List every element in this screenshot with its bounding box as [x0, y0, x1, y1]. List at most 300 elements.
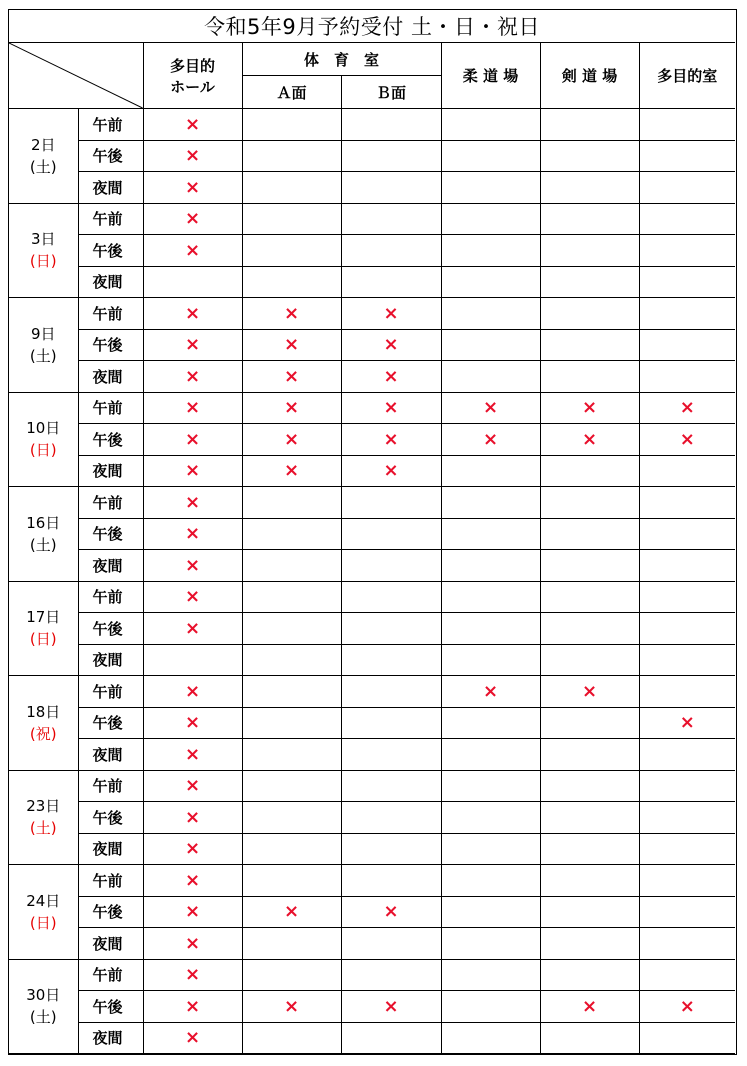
- time-slot-label: 夜間: [78, 644, 143, 676]
- table-row: [9, 676, 735, 708]
- cell-hall: [143, 991, 242, 1023]
- cell-gym-b: [341, 329, 441, 361]
- cell-hall: [143, 203, 242, 235]
- booked-mark: ×: [184, 806, 201, 828]
- cell-gym-a: [242, 109, 341, 141]
- day-of-week-label: (土): [29, 819, 57, 838]
- booked-mark: ×: [679, 397, 695, 419]
- booked-mark: ×: [184, 617, 201, 639]
- cell-multipurpose-room: [639, 896, 735, 928]
- date-label: 18日: [26, 702, 61, 721]
- cell-judo: [441, 770, 540, 802]
- date-cell: [9, 581, 78, 676]
- header-judo: 柔 道 場: [441, 43, 540, 109]
- cell-judo: [441, 581, 540, 613]
- cell-gym-a: [242, 581, 341, 613]
- cell-gym-a: [242, 140, 341, 172]
- cell-hall: [143, 896, 242, 928]
- booked-mark: ×: [679, 712, 695, 734]
- cell-hall: [143, 109, 242, 141]
- booked-mark: ×: [581, 428, 598, 450]
- header-hall-line1: 多目的: [169, 56, 215, 75]
- date-label: 9日: [30, 324, 56, 343]
- cell-hall: [143, 802, 242, 834]
- cell-hall: [143, 455, 242, 487]
- booked-mark: ×: [283, 428, 300, 450]
- booked-mark: ×: [581, 397, 598, 419]
- time-slot-label: 午後: [78, 235, 143, 267]
- booked-mark: ×: [581, 680, 598, 702]
- cell-hall: [143, 329, 242, 361]
- date-label: 23日: [26, 797, 61, 816]
- cell-hall: [143, 361, 242, 393]
- booked-mark: ×: [184, 586, 201, 608]
- cell-hall: [143, 644, 242, 676]
- cell-multipurpose-room: [639, 802, 735, 834]
- time-slot-label: 午後: [78, 613, 143, 645]
- cell-gym-b: [341, 613, 441, 645]
- time-slot-label: 午後: [78, 707, 143, 739]
- cell-gym-a: [242, 802, 341, 834]
- booked-mark: ×: [482, 397, 499, 419]
- cell-gym-a: [242, 991, 341, 1023]
- corner-diagonal-cell: [9, 43, 143, 109]
- cell-kendo: [540, 298, 639, 330]
- time-slot-label: 夜間: [78, 928, 143, 960]
- table-row: [9, 455, 735, 487]
- date-cell: [9, 203, 78, 298]
- booked-mark: ×: [184, 775, 201, 797]
- cell-judo: [441, 739, 540, 771]
- time-slot-label: 午前: [78, 203, 143, 235]
- date-cell: [9, 865, 78, 960]
- day-of-week-label: (土): [29, 157, 57, 176]
- date-label: 3日: [30, 230, 56, 249]
- cell-gym-b: [341, 676, 441, 708]
- table-row: [9, 266, 735, 298]
- booked-mark: ×: [184, 428, 201, 450]
- table-row: [9, 833, 735, 865]
- date-cell: [9, 770, 78, 865]
- cell-kendo: [540, 329, 639, 361]
- booked-mark: ×: [383, 365, 399, 387]
- cell-gym-b: [341, 455, 441, 487]
- cell-kendo: [540, 865, 639, 897]
- cell-gym-b: [341, 518, 441, 550]
- table-row: [9, 613, 735, 645]
- booked-mark: ×: [383, 302, 399, 324]
- cell-gym-a: [242, 707, 341, 739]
- day-of-week-label: (日): [29, 441, 57, 460]
- booked-mark: ×: [184, 995, 201, 1017]
- table-row: [9, 203, 735, 235]
- cell-kendo: [540, 613, 639, 645]
- table-row: [9, 991, 735, 1023]
- cell-gym-a: [242, 928, 341, 960]
- cell-hall: [143, 833, 242, 865]
- booked-mark: ×: [383, 334, 399, 356]
- cell-gym-b: [341, 1022, 441, 1054]
- date-cell: [9, 487, 78, 582]
- cell-kendo: [540, 896, 639, 928]
- cell-multipurpose-room: [639, 235, 735, 267]
- cell-gym-a: [242, 487, 341, 519]
- reservation-body: [9, 109, 735, 1054]
- cell-multipurpose-room: [639, 613, 735, 645]
- cell-gym-a: [242, 329, 341, 361]
- cell-gym-b: [341, 392, 441, 424]
- cell-judo: [441, 266, 540, 298]
- cell-gym-b: [341, 802, 441, 834]
- time-slot-label: 夜間: [78, 455, 143, 487]
- booked-mark: ×: [184, 523, 201, 545]
- booked-mark: ×: [184, 554, 201, 576]
- cell-judo: [441, 865, 540, 897]
- table-row: [9, 707, 735, 739]
- table-row: [9, 361, 735, 393]
- cell-judo: [441, 550, 540, 582]
- cell-kendo: [540, 959, 639, 991]
- booked-mark: ×: [184, 743, 201, 765]
- cell-gym-b: [341, 298, 441, 330]
- cell-judo: [441, 676, 540, 708]
- cell-multipurpose-room: [639, 865, 735, 897]
- cell-gym-b: [341, 550, 441, 582]
- cell-kendo: [540, 455, 639, 487]
- table-row: [9, 109, 735, 141]
- header-gym-a: Ａ面: [242, 76, 341, 109]
- date-cell: [9, 959, 78, 1054]
- time-slot-label: 午前: [78, 676, 143, 708]
- cell-multipurpose-room: [639, 424, 735, 456]
- date-cell: [9, 392, 78, 487]
- table-row: [9, 487, 735, 519]
- booked-mark: ×: [383, 901, 399, 923]
- booked-mark: ×: [184, 680, 201, 702]
- cell-gym-b: [341, 172, 441, 204]
- cell-gym-a: [242, 1022, 341, 1054]
- time-slot-label: 夜間: [78, 550, 143, 582]
- booked-mark: ×: [184, 1027, 201, 1049]
- table-row: [9, 896, 735, 928]
- table-row: [9, 140, 735, 172]
- booked-mark: ×: [184, 964, 201, 986]
- cell-kendo: [540, 1022, 639, 1054]
- cell-judo: [441, 487, 540, 519]
- cell-judo: [441, 991, 540, 1023]
- cell-gym-a: [242, 455, 341, 487]
- date-label: 10日: [26, 419, 61, 438]
- table-row: [9, 770, 735, 802]
- cell-kendo: [540, 676, 639, 708]
- cell-multipurpose-room: [639, 361, 735, 393]
- header-multipurpose-room: 多目的室: [639, 43, 735, 109]
- cell-judo: [441, 392, 540, 424]
- cell-multipurpose-room: [639, 707, 735, 739]
- time-slot-label: 午前: [78, 392, 143, 424]
- cell-multipurpose-room: [639, 770, 735, 802]
- cell-gym-b: [341, 235, 441, 267]
- cell-judo: [441, 896, 540, 928]
- time-slot-label: 午後: [78, 424, 143, 456]
- cell-gym-b: [341, 266, 441, 298]
- cell-hall: [143, 865, 242, 897]
- cell-multipurpose-room: [639, 644, 735, 676]
- cell-judo: [441, 424, 540, 456]
- cell-judo: [441, 235, 540, 267]
- table-row: [9, 424, 735, 456]
- cell-gym-a: [242, 172, 341, 204]
- booked-mark: ×: [679, 995, 695, 1017]
- time-slot-label: 午前: [78, 487, 143, 519]
- cell-multipurpose-room: [639, 109, 735, 141]
- date-label: 2日: [30, 135, 56, 154]
- cell-gym-a: [242, 424, 341, 456]
- cell-kendo: [540, 109, 639, 141]
- cell-gym-a: [242, 865, 341, 897]
- day-of-week-label: (土): [29, 535, 57, 554]
- time-slot-label: 午前: [78, 865, 143, 897]
- table-row: [9, 329, 735, 361]
- booked-mark: ×: [184, 176, 201, 198]
- cell-gym-b: [341, 707, 441, 739]
- cell-kendo: [540, 991, 639, 1023]
- cell-hall: [143, 770, 242, 802]
- cell-hall: [143, 392, 242, 424]
- cell-multipurpose-room: [639, 172, 735, 204]
- cell-gym-a: [242, 613, 341, 645]
- cell-gym-b: [341, 991, 441, 1023]
- table-row: [9, 550, 735, 582]
- time-slot-label: 午後: [78, 140, 143, 172]
- cell-hall: [143, 550, 242, 582]
- booked-mark: ×: [184, 491, 201, 513]
- cell-gym-a: [242, 518, 341, 550]
- cell-kendo: [540, 707, 639, 739]
- cell-gym-b: [341, 424, 441, 456]
- cell-hall: [143, 235, 242, 267]
- cell-gym-a: [242, 298, 341, 330]
- cell-multipurpose-room: [639, 833, 735, 865]
- time-slot-label: 夜間: [78, 266, 143, 298]
- cell-multipurpose-room: [639, 203, 735, 235]
- date-cell: [9, 298, 78, 393]
- booked-mark: ×: [283, 460, 300, 482]
- cell-gym-b: [341, 203, 441, 235]
- cell-judo: [441, 644, 540, 676]
- cell-gym-b: [341, 928, 441, 960]
- cell-hall: [143, 581, 242, 613]
- cell-gym-b: [341, 361, 441, 393]
- reservation-table: [9, 10, 735, 1054]
- booked-mark: ×: [383, 995, 399, 1017]
- cell-hall: [143, 959, 242, 991]
- cell-multipurpose-room: [639, 266, 735, 298]
- cell-gym-a: [242, 739, 341, 771]
- cell-hall: [143, 928, 242, 960]
- cell-multipurpose-room: [639, 392, 735, 424]
- day-of-week-label: (日): [29, 252, 57, 271]
- table-row: [9, 235, 735, 267]
- time-slot-label: 午前: [78, 298, 143, 330]
- cell-multipurpose-room: [639, 140, 735, 172]
- table-row: [9, 1022, 735, 1054]
- booked-mark: ×: [184, 113, 201, 135]
- table-row: [9, 959, 735, 991]
- booked-mark: ×: [283, 995, 300, 1017]
- cell-multipurpose-room: [639, 1022, 735, 1054]
- cell-gym-a: [242, 770, 341, 802]
- cell-kendo: [540, 518, 639, 550]
- cell-kendo: [540, 424, 639, 456]
- cell-hall: [143, 676, 242, 708]
- day-of-week-label: (日): [29, 630, 57, 649]
- booked-mark: ×: [482, 680, 499, 702]
- time-slot-label: 午後: [78, 518, 143, 550]
- cell-kendo: [540, 739, 639, 771]
- table-row: [9, 928, 735, 960]
- cell-gym-a: [242, 676, 341, 708]
- table-row: [9, 392, 735, 424]
- booked-mark: ×: [184, 302, 201, 324]
- booked-mark: ×: [283, 901, 300, 923]
- day-of-week-label: (土): [29, 346, 57, 365]
- date-label: 17日: [26, 608, 61, 627]
- booked-mark: ×: [184, 365, 201, 387]
- date-cell: [9, 109, 78, 204]
- booked-mark: ×: [581, 995, 598, 1017]
- time-slot-label: 午前: [78, 770, 143, 802]
- cell-gym-a: [242, 266, 341, 298]
- cell-judo: [441, 518, 540, 550]
- cell-kendo: [540, 928, 639, 960]
- cell-judo: [441, 928, 540, 960]
- page-title: 令和5年9月予約受付 土・日・祝日: [9, 10, 735, 43]
- cell-judo: [441, 172, 540, 204]
- cell-gym-b: [341, 865, 441, 897]
- cell-hall: [143, 613, 242, 645]
- cell-gym-b: [341, 109, 441, 141]
- cell-multipurpose-room: [639, 581, 735, 613]
- table-row: [9, 518, 735, 550]
- cell-kendo: [540, 140, 639, 172]
- reservation-table-frame: [8, 9, 737, 1055]
- cell-hall: [143, 518, 242, 550]
- cell-kendo: [540, 802, 639, 834]
- booked-mark: ×: [184, 334, 201, 356]
- cell-hall: [143, 487, 242, 519]
- table-row: [9, 172, 735, 204]
- header-gym-b: Ｂ面: [341, 76, 441, 109]
- table-row: [9, 644, 735, 676]
- booked-mark: ×: [283, 365, 300, 387]
- cell-judo: [441, 140, 540, 172]
- cell-hall: [143, 172, 242, 204]
- cell-hall: [143, 424, 242, 456]
- cell-gym-a: [242, 550, 341, 582]
- cell-multipurpose-room: [639, 298, 735, 330]
- cell-kendo: [540, 172, 639, 204]
- cell-multipurpose-room: [639, 991, 735, 1023]
- booked-mark: ×: [184, 869, 201, 891]
- date-cell: [9, 676, 78, 771]
- cell-judo: [441, 361, 540, 393]
- cell-gym-b: [341, 644, 441, 676]
- time-slot-label: 夜間: [78, 739, 143, 771]
- time-slot-label: 午前: [78, 959, 143, 991]
- booked-mark: ×: [383, 397, 399, 419]
- cell-multipurpose-room: [639, 739, 735, 771]
- table-row: [9, 739, 735, 771]
- time-slot-label: 夜間: [78, 361, 143, 393]
- cell-multipurpose-room: [639, 329, 735, 361]
- booked-mark: ×: [283, 334, 300, 356]
- time-slot-label: 夜間: [78, 833, 143, 865]
- date-label: 16日: [26, 513, 61, 532]
- cell-gym-a: [242, 959, 341, 991]
- booked-mark: ×: [679, 428, 695, 450]
- cell-judo: [441, 329, 540, 361]
- cell-gym-b: [341, 770, 441, 802]
- cell-kendo: [540, 550, 639, 582]
- cell-gym-a: [242, 896, 341, 928]
- day-of-week-label: (祝): [29, 724, 57, 743]
- cell-kendo: [540, 361, 639, 393]
- cell-judo: [441, 959, 540, 991]
- time-slot-label: 午前: [78, 581, 143, 613]
- cell-gym-b: [341, 739, 441, 771]
- booked-mark: ×: [383, 428, 399, 450]
- cell-kendo: [540, 770, 639, 802]
- header-hall: [143, 43, 242, 109]
- cell-gym-b: [341, 140, 441, 172]
- cell-multipurpose-room: [639, 487, 735, 519]
- cell-hall: [143, 739, 242, 771]
- booked-mark: ×: [283, 302, 300, 324]
- cell-hall: [143, 266, 242, 298]
- cell-hall: [143, 298, 242, 330]
- time-slot-label: 午後: [78, 802, 143, 834]
- time-slot-label: 午後: [78, 991, 143, 1023]
- cell-judo: [441, 833, 540, 865]
- time-slot-label: 午後: [78, 896, 143, 928]
- cell-multipurpose-room: [639, 518, 735, 550]
- cell-gym-a: [242, 644, 341, 676]
- time-slot-label: 午前: [78, 109, 143, 141]
- cell-judo: [441, 203, 540, 235]
- cell-kendo: [540, 581, 639, 613]
- header-hall-line2: ホール: [170, 77, 215, 96]
- booked-mark: ×: [184, 901, 201, 923]
- diagonal-line: [9, 43, 143, 108]
- booked-mark: ×: [283, 397, 300, 419]
- cell-hall: [143, 1022, 242, 1054]
- cell-kendo: [540, 833, 639, 865]
- time-slot-label: 夜間: [78, 1022, 143, 1054]
- cell-multipurpose-room: [639, 550, 735, 582]
- time-slot-label: 午後: [78, 329, 143, 361]
- table-row: [9, 802, 735, 834]
- booked-mark: ×: [184, 932, 201, 954]
- cell-kendo: [540, 266, 639, 298]
- cell-multipurpose-room: [639, 676, 735, 708]
- day-of-week-label: (土): [29, 1008, 57, 1027]
- cell-hall: [143, 707, 242, 739]
- cell-gym-b: [341, 959, 441, 991]
- booked-mark: ×: [184, 208, 201, 230]
- booked-mark: ×: [482, 428, 499, 450]
- booked-mark: ×: [184, 145, 201, 167]
